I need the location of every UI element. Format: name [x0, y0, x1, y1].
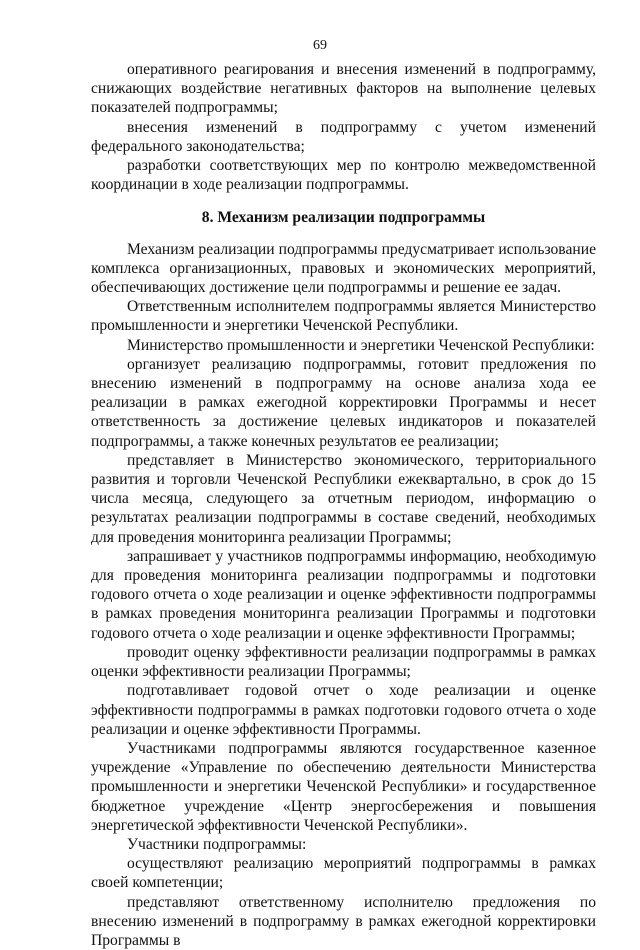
section-heading: 8. Механизм реализации подпрограммы [201, 209, 486, 227]
paragraph: разработки соответствующих мер по контролю межведомственной координации в ходе реализации подпрограммы. [91, 157, 596, 194]
page-number: 69 [313, 38, 327, 53]
paragraph: Механизм реализации подпрограммы предусматривает использование комплекса организационных, правовых и экономических мероприятий, обеспечивающих достижение цели подпрограммы и решение ее задач. [91, 240, 596, 297]
paragraph: внесения изменений в подпрограмму с учетом изменений федерального законодательства; [91, 118, 596, 155]
paragraph: Министерство промышленности и энергетики Чеченской Республики: [127, 336, 595, 354]
paragraph: оперативного реагирования и внесения изменений в подпрограмму, снижающих воздействие негативных факторов на выполнение целевых показателей подпрограммы; [91, 61, 596, 117]
paragraph: организует реализацию подпрограммы, готовит предложения по внесению изменений в подпрограмму на основе анализа хода ее реализации в рамках ежегодной корректировки Программы и несет ответственность за достижение целевых индикаторов и показателей подпрограммы, а также конечных результатов ее реализации; [91, 355, 596, 450]
paragraph: Ответственным исполнителем подпрограммы является Министерство промышленности и энергетики Чеченской Республики. [91, 298, 596, 335]
paragraph: Участники подпрограммы: [127, 835, 307, 853]
paragraph: Участниками подпрограммы являются государственное казенное учреждение «Управление по обеспечению деятельности Министерства промышленности и энергетики Чеченской Республики» и государственное бюджетное учреждение «Центр энергосбережения и повышения энергетической эффективности Чеченской Республики». [91, 739, 596, 834]
paragraph: представляет в Министерство экономического, территориального развития и торговли Чеченской Республики ежеквартально, в срок до 15 числа месяца, следующего за отчетным периодом, информацию о результатах реализации подпрограммы в составе сведений, необходимых для проведения мониторинга реализации Программы; [91, 451, 596, 546]
paragraph: представляют ответственному исполнителю предложения по внесению изменений в подпрограмму в рамках ежегодной корректировки Программы в [91, 893, 596, 949]
paragraph: запрашивает у участников подпрограммы информацию, необходимую для проведения мониторинга реализации подпрограммы и подготовки годового отчета о ходе реализации и оценке эффективности подпрограммы в рамках проведения мониторинга реализации Программы и подготовки годового отчета о ходе реализации и оценке эффективности Программы; [91, 547, 596, 642]
paragraph: проводит оценку эффективности реализации подпрограммы в рамках оценки эффективности реализации Программы; [91, 643, 596, 681]
paragraph: осуществляют реализацию мероприятий подпрограммы в рамках своей компетенции; [91, 855, 596, 892]
page-body [91, 60, 596, 950]
paragraph: подготавливает годовой отчет о ходе реализации и оценке эффективности подпрограммы в рамках подготовки годового отчета о ходе реализации и оценке эффективности Программы. [91, 682, 596, 738]
